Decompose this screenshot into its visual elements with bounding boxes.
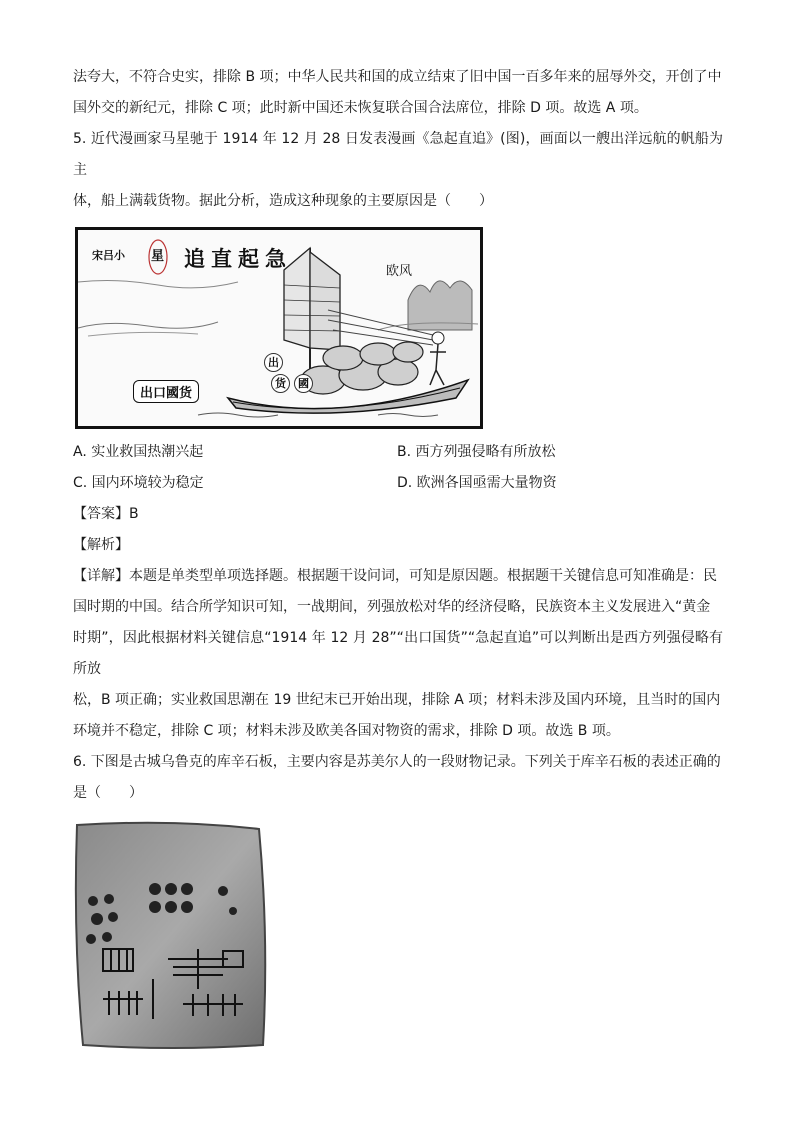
tablet-drawing xyxy=(73,819,269,1051)
cartoon-wind-label: 欧风 xyxy=(386,264,413,279)
q5-answer xyxy=(73,499,723,530)
q5-detail-line-1 xyxy=(73,561,723,592)
detail-label: 【详解】 xyxy=(73,568,129,584)
q5-options-row-1 xyxy=(73,437,723,468)
cartoon-seal-char: 星 xyxy=(151,249,165,264)
q6-kushim-tablet-image xyxy=(73,819,269,1051)
q5-detail-line-3: 时期”，因此根据材料关键信息“1914 年 12 月 28”“出口国货”“急起直追”可以判断出是西方列强侵略有所放 xyxy=(73,630,723,677)
cartoon-cargo-banner: 出口國货 xyxy=(133,380,199,403)
cartoon-artist-signature: 宋吕小 xyxy=(92,249,125,262)
cartoon-title: 追直起急 xyxy=(184,246,292,271)
q5-detail-line-5: 环境并不稳定，排除 C 项；材料未涉及欧美各国对物资的需求，排除 D 项。故选 B 项。 xyxy=(73,723,620,739)
q5-option-d: D. 欧洲各国亟需大量物资 xyxy=(397,475,557,491)
q5-analysis-label: 【解析】 xyxy=(73,537,129,553)
answer-label: 【答案】 xyxy=(73,506,129,522)
detail-text-1: 本题是单类型单项选择题。根据题干设问词，可知是原因题。根据题干关键信息可知准确是：民 xyxy=(129,568,717,584)
q5-option-b: B. 西方列强侵略有所放松 xyxy=(397,444,556,460)
q5-stem-line-1: 5. 近代漫画家马星驰于 1914 年 12 月 28 日发表漫画《急起直追》(图)，画面以一艘出洋远航的帆船为主 xyxy=(73,131,723,178)
q5-detail-line-2: 国时期的中国。结合所学知识可知，一战期间，列强放松对华的经济侵略，民族资本主义发展进入“黄金 xyxy=(73,599,711,615)
q5-options-row-2 xyxy=(73,468,723,499)
q5-cartoon-image xyxy=(75,227,483,429)
cartoon-cargo-char-3: 國 xyxy=(294,374,313,393)
cartoon-cargo-char-1: 出 xyxy=(264,353,283,372)
q5-option-a: A. 实业救国热潮兴起 xyxy=(73,444,204,460)
cartoon-cargo-char-2: 货 xyxy=(271,374,290,393)
prev-explanation-line-1: 法夸大，不符合史实，排除 B 项；中华人民共和国的成立结束了旧中国一百多年来的屈辱外交，开创了中 xyxy=(73,69,722,85)
prev-explanation-line-2: 国外交的新纪元，排除 C 项；此时新中国还未恢复联合国合法席位，排除 D 项。故选 A 项。 xyxy=(73,100,648,116)
answer-value: B xyxy=(129,506,139,522)
q6-stem-line-2: 是（ ） xyxy=(73,785,143,801)
q6-stem-line-1: 6. 下图是古城乌鲁克的库辛石板，主要内容是苏美尔人的一段财物记录。下列关于库辛石板的表述正确的 xyxy=(73,754,721,770)
q5-detail-line-4: 松，B 项正确；实业救国思潮在 19 世纪末已开始出现，排除 A 项；材料未涉及国内环境，且当时的国内 xyxy=(73,692,721,708)
q5-stem-line-2: 体，船上满载货物。据此分析，造成这种现象的主要原因是（ ） xyxy=(73,193,493,209)
q5-option-c: C. 国内环境较为稳定 xyxy=(73,475,204,491)
document-page xyxy=(73,62,723,1051)
